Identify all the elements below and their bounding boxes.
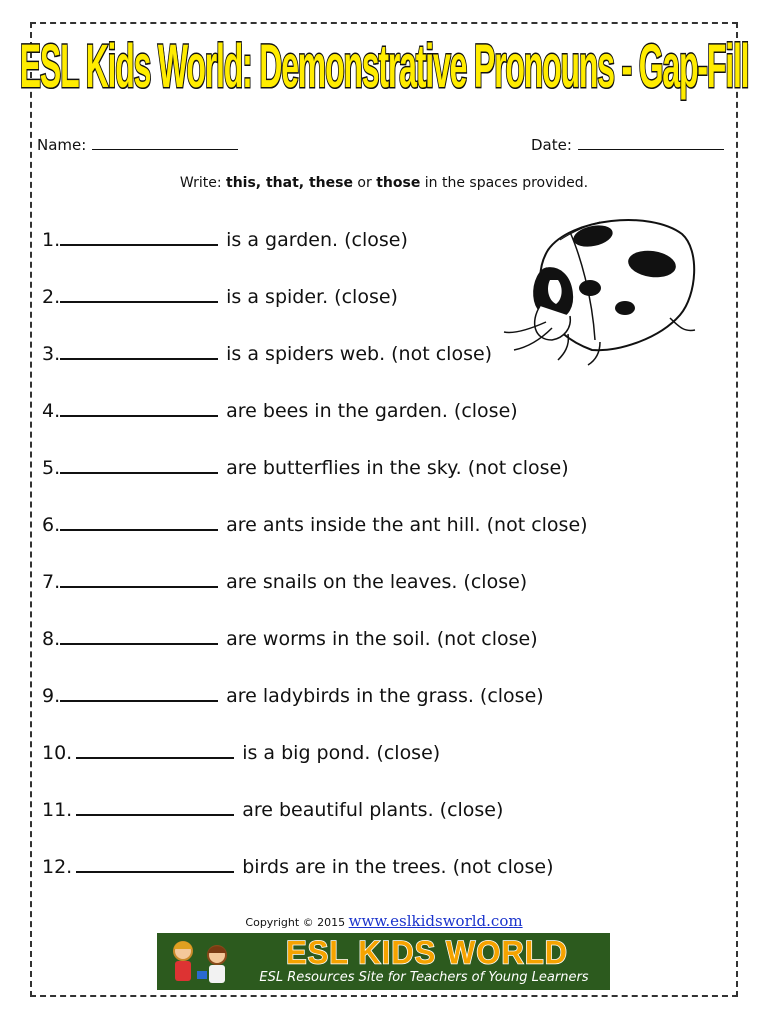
question-text: birds are in the trees. (not close) bbox=[242, 856, 554, 878]
question-number: 9. bbox=[42, 685, 61, 707]
question-text: are beautiful plants. (close) bbox=[242, 799, 504, 821]
answer-blank[interactable] bbox=[60, 627, 218, 645]
website-link[interactable]: www.eslkidsworld.com bbox=[348, 912, 523, 930]
copyright-line bbox=[0, 912, 768, 930]
question-item bbox=[42, 798, 503, 821]
question-item bbox=[42, 570, 527, 593]
ladybug-illustration bbox=[500, 210, 715, 370]
date-label: Date: bbox=[531, 136, 572, 154]
question-text: are ladybirds in the grass. (close) bbox=[226, 685, 544, 707]
question-item bbox=[42, 855, 554, 878]
answer-blank[interactable] bbox=[60, 399, 218, 417]
instruction-or: or bbox=[352, 175, 377, 191]
footer-banner bbox=[157, 933, 610, 990]
answer-blank[interactable] bbox=[60, 285, 218, 303]
question-item bbox=[42, 513, 588, 536]
question-number: 1. bbox=[42, 229, 61, 251]
banner-title: ESL KIDS WORLD bbox=[285, 934, 569, 971]
question-number: 6. bbox=[42, 514, 61, 536]
worksheet-title bbox=[19, 28, 749, 104]
instruction-words: this, that, these bbox=[226, 175, 353, 191]
question-item bbox=[42, 285, 398, 308]
question-item bbox=[42, 627, 538, 650]
question-number: 3. bbox=[42, 343, 61, 365]
question-text: are snails on the leaves. (close) bbox=[226, 571, 528, 593]
answer-blank[interactable] bbox=[76, 855, 234, 873]
question-number: 10. bbox=[42, 742, 73, 764]
answer-blank[interactable] bbox=[60, 513, 218, 531]
question-number: 4. bbox=[42, 400, 61, 422]
answer-blank[interactable] bbox=[60, 342, 218, 360]
kids-illustration bbox=[161, 935, 241, 989]
answer-blank[interactable] bbox=[60, 456, 218, 474]
question-text: is a spider. (close) bbox=[226, 286, 398, 308]
instruction-suffix: in the spaces provided. bbox=[420, 175, 589, 191]
answer-blank[interactable] bbox=[60, 570, 218, 588]
answer-blank[interactable] bbox=[76, 741, 234, 759]
question-number: 2. bbox=[42, 286, 61, 308]
question-text: is a garden. (close) bbox=[226, 229, 408, 251]
instructions bbox=[0, 175, 768, 191]
question-item bbox=[42, 741, 440, 764]
date-field bbox=[531, 136, 724, 154]
question-number: 8. bbox=[42, 628, 61, 650]
question-number: 5. bbox=[42, 457, 61, 479]
instruction-prefix: Write: bbox=[179, 175, 226, 191]
page-border bbox=[30, 22, 738, 997]
title-text: ESL Kids World: Demonstrative Pronouns - Gap-Fill bbox=[19, 30, 749, 100]
answer-blank[interactable] bbox=[60, 228, 218, 246]
question-item bbox=[42, 399, 518, 422]
question-text: is a big pond. (close) bbox=[242, 742, 441, 764]
question-item bbox=[42, 342, 492, 365]
question-item bbox=[42, 684, 544, 707]
answer-blank[interactable] bbox=[60, 684, 218, 702]
question-text: are butterflies in the sky. (not close) bbox=[226, 457, 569, 479]
question-text: are bees in the garden. (close) bbox=[226, 400, 518, 422]
banner-subtitle: ESL Resources Site for Teachers of Young Learners bbox=[259, 970, 589, 985]
question-item bbox=[42, 456, 569, 479]
question-number: 7. bbox=[42, 571, 61, 593]
answer-blank[interactable] bbox=[76, 798, 234, 816]
question-item bbox=[42, 228, 408, 251]
question-number: 12. bbox=[42, 856, 73, 878]
question-number: 11. bbox=[42, 799, 73, 821]
question-text: is a spiders web. (not close) bbox=[226, 343, 493, 365]
instruction-last-word: those bbox=[376, 175, 421, 191]
question-text: are worms in the soil. (not close) bbox=[226, 628, 538, 650]
copyright-text: Copyright © 2015 bbox=[245, 916, 346, 929]
date-blank[interactable] bbox=[578, 137, 724, 150]
name-label: Name: bbox=[37, 136, 87, 154]
name-field bbox=[37, 136, 238, 154]
name-blank[interactable] bbox=[92, 137, 238, 150]
question-text: are ants inside the ant hill. (not close) bbox=[226, 514, 588, 536]
